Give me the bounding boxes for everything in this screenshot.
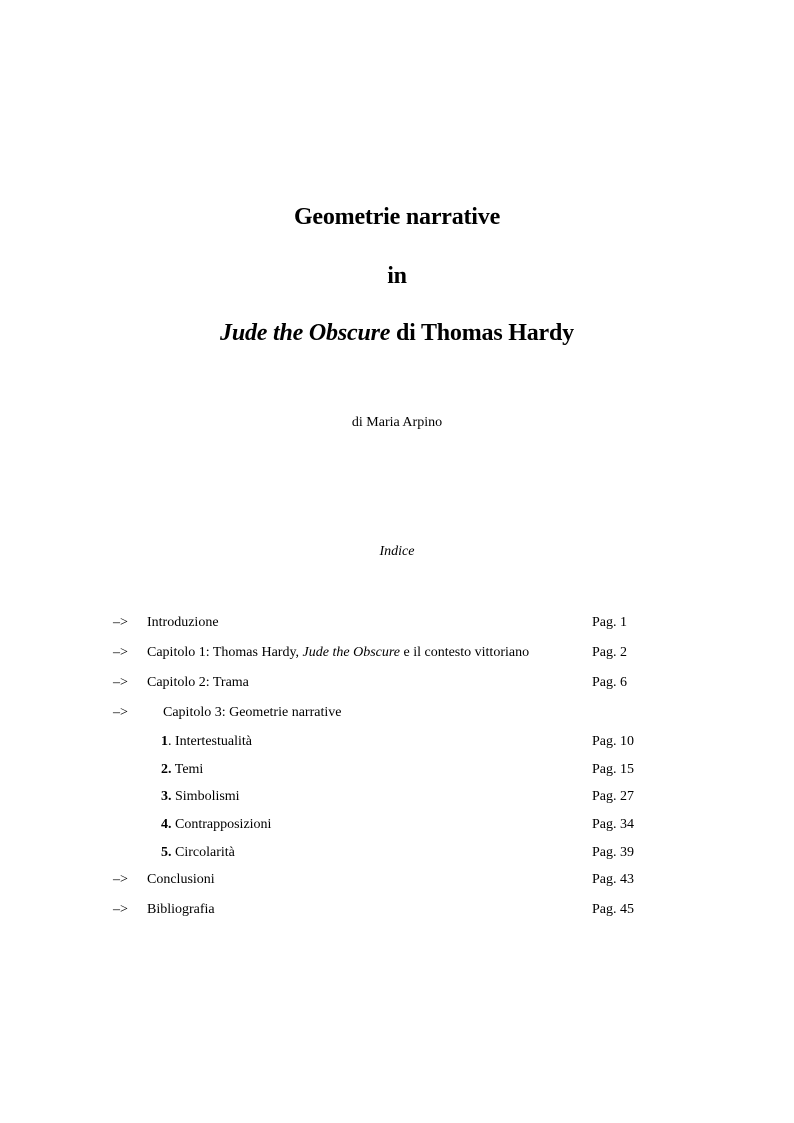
toc-row-sub-4: [0, 816, 794, 834]
toc-entry-page: Pag. 45: [592, 902, 634, 917]
title-author-part: di Thomas Hardy: [390, 320, 574, 346]
title-line-2: in: [387, 263, 407, 289]
toc-entry-page: Pag. 10: [592, 734, 634, 749]
toc-sub-entry: [161, 761, 203, 779]
toc-row-bibliografia: [0, 901, 794, 919]
title-line-1: Geometrie narrative: [293, 204, 501, 230]
arrow-marker: –>: [113, 705, 128, 720]
toc-entry-page: Pag. 6: [592, 675, 627, 690]
toc-entry-title: Conclusioni: [147, 872, 215, 887]
arrow-marker: –>: [113, 645, 128, 660]
arrow-marker: –>: [113, 615, 128, 630]
toc-sub-entry: [161, 844, 235, 862]
title-line-3: [0, 319, 794, 347]
toc-row-conclusioni: [0, 871, 794, 889]
toc-row-capitolo-3: [0, 704, 794, 722]
toc-sub-title: Circolarità: [175, 845, 235, 860]
toc-entry-title-part: e il contesto vittoriano: [400, 645, 530, 660]
toc-sub-entry: [161, 788, 240, 806]
toc-sub-title: Temi: [174, 762, 204, 777]
toc-entry-page: Pag. 39: [592, 845, 634, 860]
toc-entry-title-italic: Jude the Obscure: [302, 645, 400, 660]
arrow-marker: –>: [113, 872, 128, 887]
index-heading: Indice: [379, 544, 415, 559]
toc-row-sub-5: [0, 844, 794, 862]
toc-sub-number: 1: [161, 734, 168, 749]
toc-sub-number: 2.: [161, 762, 172, 777]
toc-entry-title: Bibliografia: [147, 902, 215, 917]
toc-entry-page: Pag. 15: [592, 762, 634, 777]
toc-entry-page: Pag. 27: [592, 789, 634, 804]
toc-row-sub-2: [0, 761, 794, 779]
toc-sub-title: Intertestualità: [175, 734, 252, 749]
toc-entry-title: Capitolo 2: Trama: [147, 675, 249, 690]
arrow-marker: –>: [113, 902, 128, 917]
toc-sub-entry: [161, 733, 252, 751]
toc-sub-number: 5.: [161, 845, 172, 860]
toc-row-introduzione: [0, 614, 794, 632]
toc-row-sub-3: [0, 788, 794, 806]
toc-sub-number: 3.: [161, 789, 172, 804]
title-book-name: Jude the Obscure: [220, 320, 391, 346]
toc-row-sub-1: [0, 733, 794, 751]
toc-entry-title-part: Capitolo 1: Thomas Hardy,: [147, 645, 303, 660]
toc-sub-number: 4.: [161, 817, 172, 832]
toc-entry-title: [147, 644, 529, 662]
arrow-marker: –>: [113, 675, 128, 690]
toc-row-capitolo-1: [0, 644, 794, 662]
toc-entry-title: Introduzione: [147, 615, 219, 630]
toc-entry-page: Pag. 34: [592, 817, 634, 832]
toc-entry-page: Pag. 43: [592, 872, 634, 887]
toc-sub-separator: .: [168, 734, 175, 749]
toc-sub-title: Contrapposizioni: [175, 817, 272, 832]
toc-entry-page: Pag. 1: [592, 615, 627, 630]
toc-entry-title: Capitolo 3: Geometrie narrative: [163, 705, 342, 720]
toc-sub-entry: [161, 816, 271, 834]
toc-sub-title: Simbolismi: [175, 789, 240, 804]
author-line: di Maria Arpino: [351, 415, 443, 430]
toc-entry-page: Pag. 2: [592, 645, 627, 660]
toc-row-capitolo-2: [0, 674, 794, 692]
